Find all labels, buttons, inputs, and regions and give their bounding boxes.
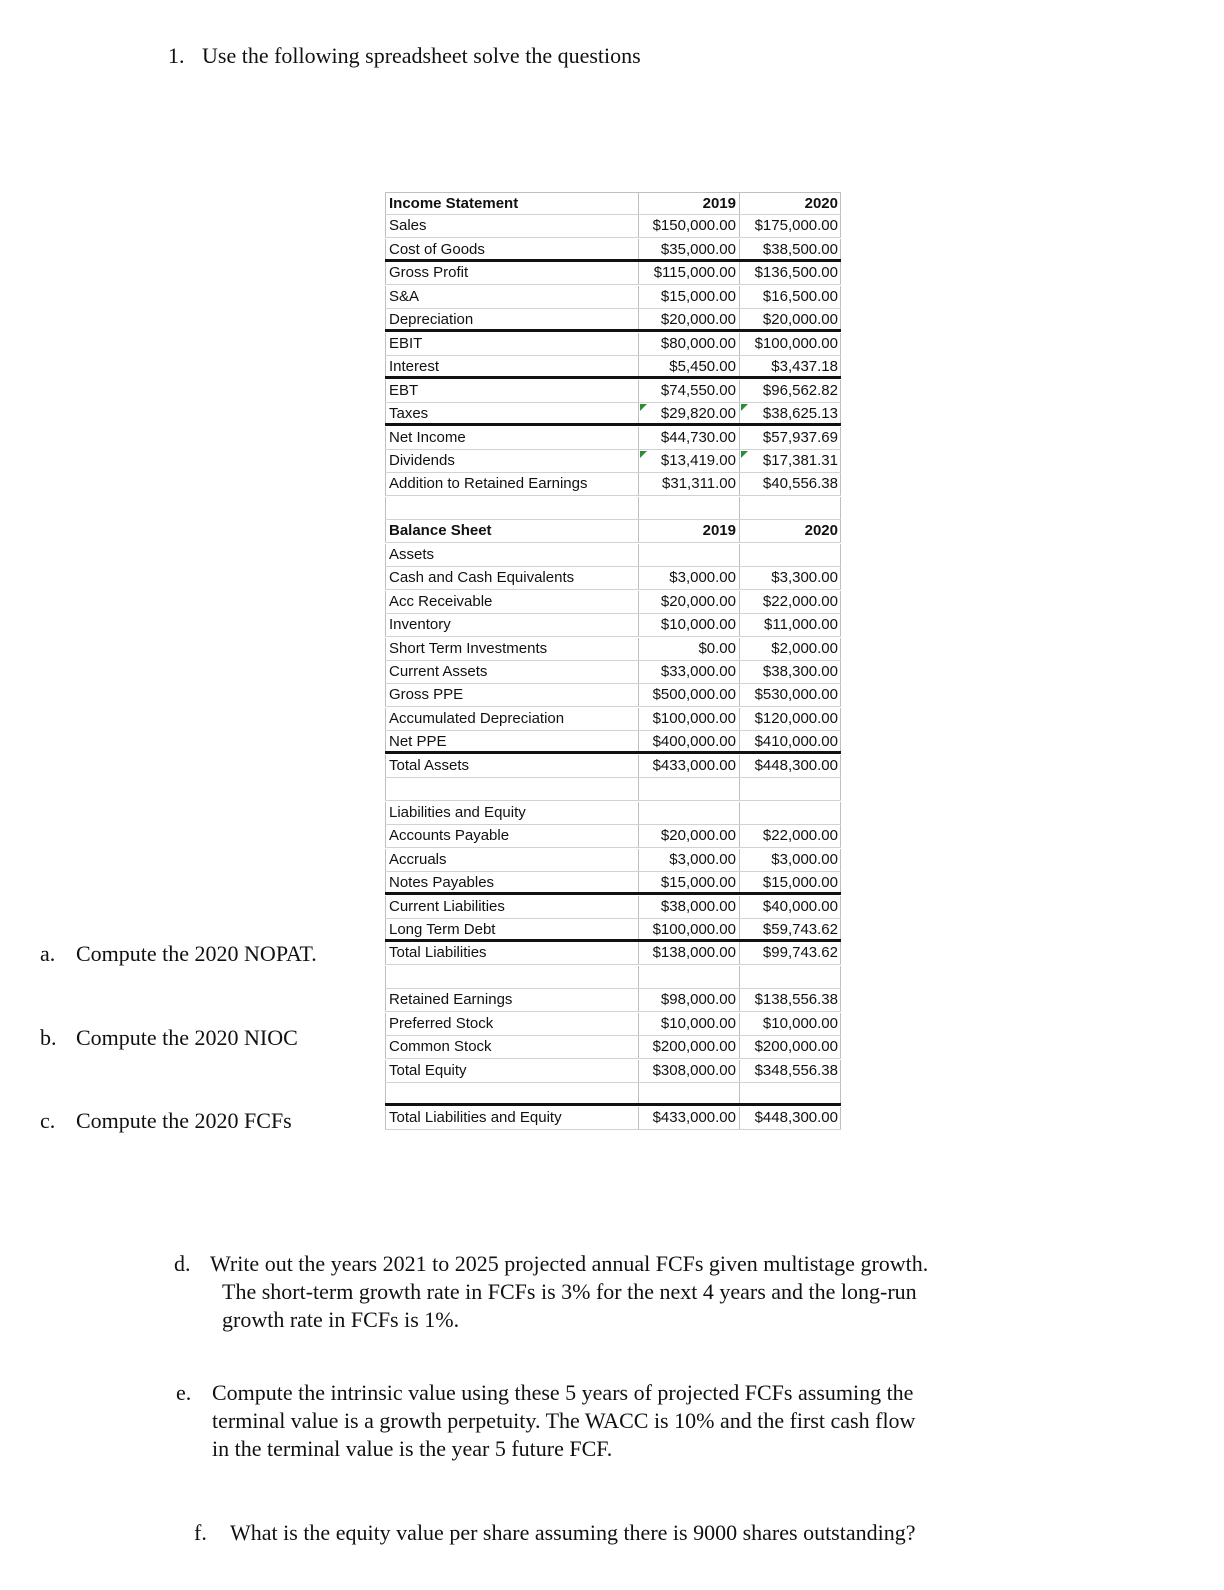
cell-warning-flag-icon (640, 404, 647, 411)
sheet-2019-cell: $100,000.00 (639, 708, 740, 730)
sheet-row (385, 262, 841, 285)
sheet-2019-cell: $3,000.00 (639, 567, 740, 589)
question-b-label: b. (40, 1025, 57, 1050)
sheet-label-cell (385, 966, 639, 988)
sheet-2020-cell: $448,300.00 (740, 755, 841, 777)
sheet-label-cell: Preferred Stock (385, 1013, 639, 1035)
sheet-2019-cell: $500,000.00 (639, 684, 740, 706)
sheet-2019-cell: $433,000.00 (639, 755, 740, 777)
sheet-2020-cell: $15,000.00 (740, 872, 841, 892)
question-e-line2: terminal value is a growth perpetuity. The WACC is 10% and the first cash flow (212, 1408, 916, 1433)
sheet-row (385, 1060, 841, 1083)
sheet-2019-cell: $35,000.00 (639, 239, 740, 259)
sheet-row (385, 356, 841, 379)
sheet-2019-cell: $20,000.00 (639, 825, 740, 847)
sheet-2019-cell: $0.00 (639, 638, 740, 660)
sheet-row (385, 380, 841, 403)
heading-text: Use the following spreadsheet solve the questions (202, 43, 641, 68)
heading (168, 42, 641, 70)
sheet-label-cell: Assets (385, 544, 639, 566)
sheet-label-cell: Acc Receivable (385, 591, 639, 613)
sheet-2020-cell (740, 966, 841, 988)
sheet-row (385, 755, 841, 778)
question-b-text: Compute the 2020 NIOC (76, 1025, 298, 1050)
sheet-row (385, 427, 841, 450)
sheet-row (385, 614, 841, 637)
sheet-2020-cell: $410,000.00 (740, 731, 841, 751)
sheet-label-cell: Current Liabilities (385, 896, 639, 918)
question-a-label: a. (40, 941, 56, 966)
sheet-2019-cell: $115,000.00 (639, 262, 740, 284)
sheet-row (385, 239, 841, 262)
sheet-label-cell (385, 1083, 639, 1103)
sheet-label-cell: Current Assets (385, 661, 639, 683)
sheet-label-cell: Total Liabilities (385, 942, 639, 964)
sheet-2020-cell: $59,743.62 (740, 919, 841, 939)
sheet-label-cell: Common Stock (385, 1036, 639, 1058)
sheet-label-cell: Sales (385, 215, 639, 237)
sheet-label-cell: Taxes (385, 403, 639, 423)
sheet-row (385, 825, 841, 848)
sheet-row (385, 849, 841, 872)
sheet-2019-cell: $3,000.00 (639, 849, 740, 871)
sheet-label-cell: Long Term Debt (385, 919, 639, 939)
sheet-label-cell: Notes Payables (385, 872, 639, 892)
sheet-2019-cell (639, 1083, 740, 1103)
sheet-row (385, 1083, 841, 1106)
sheet-2020-cell: $22,000.00 (740, 825, 841, 847)
sheet-2019-cell: $100,000.00 (639, 919, 740, 939)
sheet-row (385, 919, 841, 942)
sheet-2020-cell: $99,743.62 (740, 942, 841, 964)
sheet-2020-cell: $20,000.00 (740, 309, 841, 329)
sheet-2020-cell (740, 1083, 841, 1103)
sheet-2019-cell: $150,000.00 (639, 215, 740, 237)
cell-warning-flag-icon (741, 451, 748, 458)
cell-warning-flag-icon (741, 404, 748, 411)
sheet-2020-cell: $16,500.00 (740, 286, 841, 308)
question-e (176, 1379, 915, 1463)
sheet-2019-cell: $5,450.00 (639, 356, 740, 376)
sheet-2019-cell: 2019 (639, 520, 740, 542)
cell-warning-flag-icon (640, 451, 647, 458)
sheet-2020-cell: $40,000.00 (740, 896, 841, 918)
sheet-2020-cell: $2,000.00 (740, 638, 841, 660)
sheet-2019-cell: $29,820.00 (639, 403, 740, 423)
sheet-row (385, 286, 841, 309)
sheet-2019-cell: $20,000.00 (639, 309, 740, 329)
sheet-2020-cell: $22,000.00 (740, 591, 841, 613)
sheet-label-cell: EBIT (385, 333, 639, 355)
sheet-label-cell: Dividends (385, 450, 639, 472)
question-d-label: d. (174, 1251, 191, 1276)
sheet-label-cell: Net PPE (385, 731, 639, 751)
sheet-row (385, 708, 841, 731)
sheet-2019-cell: $80,000.00 (639, 333, 740, 355)
sheet-row (385, 1107, 841, 1130)
sheet-2019-cell: $31,311.00 (639, 473, 740, 495)
sheet-2020-cell: $38,500.00 (740, 239, 841, 259)
sheet-row (385, 215, 841, 238)
sheet-row (385, 1036, 841, 1059)
sheet-row (385, 661, 841, 684)
question-c (40, 1107, 292, 1135)
sheet-row (385, 1013, 841, 1036)
sheet-2020-cell: $530,000.00 (740, 684, 841, 706)
sheet-2019-cell: $10,000.00 (639, 614, 740, 636)
sheet-2019-cell: $308,000.00 (639, 1060, 740, 1082)
sheet-row (385, 309, 841, 332)
sheet-label-cell: Cash and Cash Equivalents (385, 567, 639, 589)
sheet-2020-cell: $136,500.00 (740, 262, 841, 284)
sheet-2020-cell: $138,556.38 (740, 989, 841, 1011)
sheet-2019-cell: $433,000.00 (639, 1107, 740, 1129)
sheet-label-cell (385, 497, 639, 519)
sheet-label-cell: Accruals (385, 849, 639, 871)
sheet-2019-cell: $13,419.00 (639, 450, 740, 472)
sheet-2019-cell: $200,000.00 (639, 1036, 740, 1058)
sheet-2019-cell: $20,000.00 (639, 591, 740, 613)
sheet-2019-cell: $98,000.00 (639, 989, 740, 1011)
sheet-label-cell: Cost of Goods (385, 239, 639, 259)
sheet-2020-cell: $38,625.13 (740, 403, 841, 423)
sheet-2020-cell: $10,000.00 (740, 1013, 841, 1035)
sheet-2019-cell: $400,000.00 (639, 731, 740, 751)
sheet-2020-cell (740, 802, 841, 824)
sheet-row (385, 567, 841, 590)
sheet-label-cell: Interest (385, 356, 639, 376)
sheet-label-cell: Net Income (385, 427, 639, 449)
sheet-2019-cell: $33,000.00 (639, 661, 740, 683)
sheet-row (385, 450, 841, 473)
sheet-row (385, 520, 841, 543)
sheet-2020-cell (740, 497, 841, 519)
sheet-label-cell: Gross Profit (385, 262, 639, 284)
sheet-row (385, 638, 841, 661)
question-e-line1: Compute the intrinsic value using these 5 years of projected FCFs assuming the (212, 1380, 914, 1405)
sheet-row (385, 942, 841, 965)
sheet-2019-cell: $10,000.00 (639, 1013, 740, 1035)
sheet-2020-cell: $3,000.00 (740, 849, 841, 871)
sheet-row (385, 966, 841, 989)
sheet-label-cell: Accounts Payable (385, 825, 639, 847)
sheet-row (385, 684, 841, 707)
sheet-row (385, 497, 841, 520)
sheet-label-cell: Accumulated Depreciation (385, 708, 639, 730)
sheet-label-cell: Short Term Investments (385, 638, 639, 660)
question-f-text: What is the equity value per share assuming there is 9000 shares outstanding? (230, 1520, 916, 1545)
sheet-row (385, 591, 841, 614)
sheet-2020-cell: $3,300.00 (740, 567, 841, 589)
sheet-2019-cell (639, 544, 740, 566)
question-d-line2: The short-term growth rate in FCFs is 3% for the next 4 years and the long-run (222, 1279, 917, 1304)
sheet-row (385, 333, 841, 356)
sheet-label-cell: Gross PPE (385, 684, 639, 706)
sheet-2019-cell (639, 802, 740, 824)
sheet-label-cell: Retained Earnings (385, 989, 639, 1011)
sheet-row (385, 778, 841, 801)
question-f (194, 1519, 916, 1547)
sheet-2019-cell: $38,000.00 (639, 896, 740, 918)
sheet-row (385, 192, 841, 215)
sheet-2020-cell: $200,000.00 (740, 1036, 841, 1058)
sheet-2020-cell: $175,000.00 (740, 215, 841, 237)
sheet-row (385, 544, 841, 567)
sheet-2019-cell: 2019 (639, 193, 740, 214)
sheet-2019-cell (639, 778, 740, 800)
question-c-label: c. (40, 1108, 56, 1133)
sheet-label-cell (385, 778, 639, 800)
sheet-label-cell: EBT (385, 380, 639, 402)
question-d (174, 1250, 928, 1334)
sheet-2020-cell: $120,000.00 (740, 708, 841, 730)
sheet-label-cell: Liabilities and Equity (385, 802, 639, 824)
question-d-line3: growth rate in FCFs is 1%. (222, 1307, 460, 1332)
sheet-2019-cell (639, 497, 740, 519)
question-f-label: f. (194, 1520, 207, 1545)
sheet-2019-cell (639, 966, 740, 988)
sheet-2020-cell: $38,300.00 (740, 661, 841, 683)
sheet-row (385, 896, 841, 919)
sheet-label-cell: Balance Sheet (385, 520, 639, 542)
sheet-row (385, 872, 841, 895)
sheet-2019-cell: $138,000.00 (639, 942, 740, 964)
sheet-row (385, 802, 841, 825)
question-c-text: Compute the 2020 FCFs (76, 1108, 292, 1133)
question-e-line3: in the terminal value is the year 5 future FCF. (212, 1436, 613, 1461)
question-a (40, 940, 317, 968)
sheet-row (385, 473, 841, 496)
question-d-line1: Write out the years 2021 to 2025 projected annual FCFs given multistage growth. (210, 1251, 929, 1276)
question-b (40, 1024, 298, 1052)
sheet-2020-cell (740, 778, 841, 800)
sheet-2020-cell: $96,562.82 (740, 380, 841, 402)
sheet-row (385, 403, 841, 426)
sheet-label-cell: Total Liabilities and Equity (385, 1107, 639, 1129)
sheet-2020-cell: 2020 (740, 520, 841, 542)
sheet-row (385, 731, 841, 754)
sheet-2020-cell (740, 544, 841, 566)
sheet-2020-cell: $448,300.00 (740, 1107, 841, 1129)
sheet-2020-cell: $57,937.69 (740, 427, 841, 449)
sheet-2019-cell: $15,000.00 (639, 286, 740, 308)
heading-number: 1. (168, 43, 185, 68)
sheet-label-cell: Addition to Retained Earnings (385, 473, 639, 495)
question-e-label: e. (176, 1380, 192, 1405)
sheet-2020-cell: $17,381.31 (740, 450, 841, 472)
question-a-text: Compute the 2020 NOPAT. (76, 941, 317, 966)
sheet-label-cell: Total Assets (385, 755, 639, 777)
sheet-2020-cell: $3,437.18 (740, 356, 841, 376)
sheet-label-cell: Inventory (385, 614, 639, 636)
sheet-2020-cell: $348,556.38 (740, 1060, 841, 1082)
sheet-2020-cell: $100,000.00 (740, 333, 841, 355)
sheet-2020-cell: 2020 (740, 193, 841, 214)
sheet-label-cell: S&A (385, 286, 639, 308)
sheet-2019-cell: $44,730.00 (639, 427, 740, 449)
sheet-2020-cell: $40,556.38 (740, 473, 841, 495)
sheet-2019-cell: $15,000.00 (639, 872, 740, 892)
sheet-2020-cell: $11,000.00 (740, 614, 841, 636)
sheet-label-cell: Income Statement (385, 193, 639, 214)
sheet-2019-cell: $74,550.00 (639, 380, 740, 402)
sheet-label-cell: Total Equity (385, 1060, 639, 1082)
sheet-row (385, 989, 841, 1012)
sheet-label-cell: Depreciation (385, 309, 639, 329)
